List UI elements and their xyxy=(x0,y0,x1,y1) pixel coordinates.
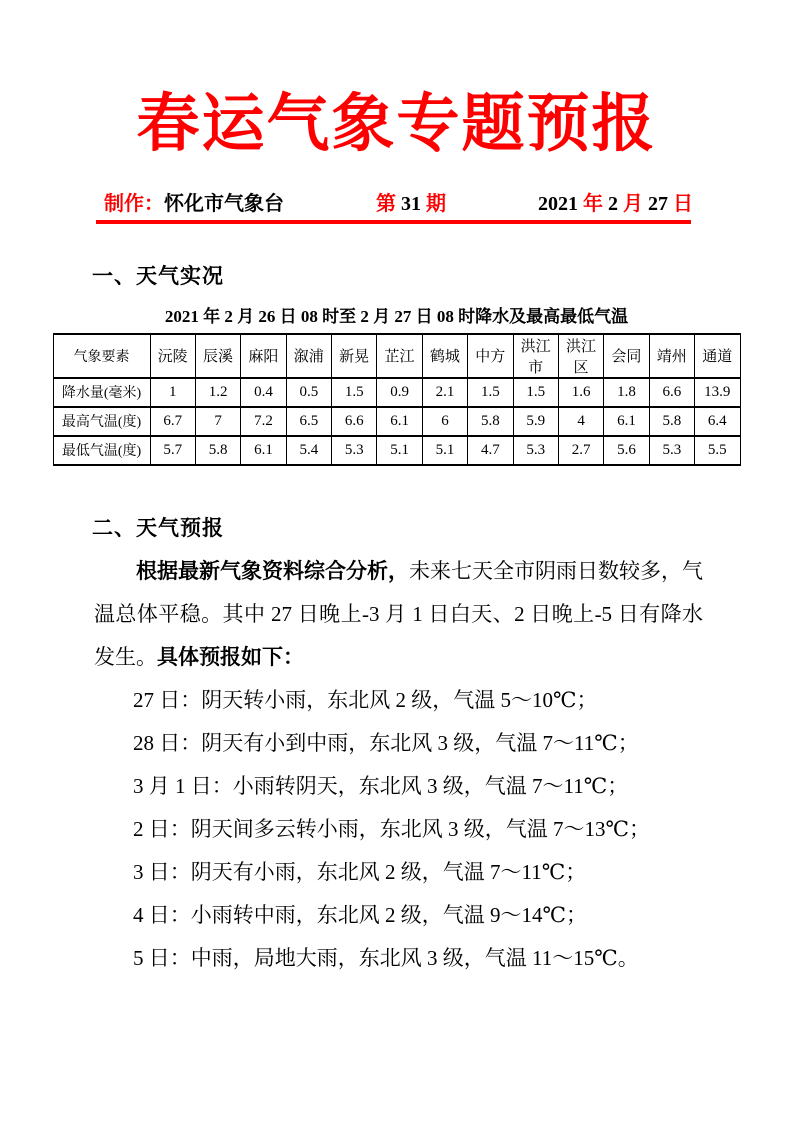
table-cell: 5.3 xyxy=(649,436,694,465)
producer-line xyxy=(104,187,284,216)
summary-body: 未来七天全市阴雨日数较多，气温总体平稳。其中 27 日晚上-3 月 1 日白天、2 日晚上-5 日有降水发生。 xyxy=(94,558,703,669)
issue-prefix: 第 xyxy=(376,192,401,215)
section1-heading: 一、天气实况 xyxy=(92,263,224,288)
table-column-header: 靖州 xyxy=(649,334,694,378)
table-row-label: 降水量(毫米) xyxy=(53,378,150,407)
table-column-header: 溆浦 xyxy=(286,334,331,378)
forecast-line: 5 日：中雨，局地大雨，东北风 3 级，气温 11～15℃。 xyxy=(133,945,639,970)
table-cell: 6.4 xyxy=(695,407,741,436)
table-cell: 1.5 xyxy=(332,378,377,407)
table-cell: 1.6 xyxy=(558,378,603,407)
table-cell: 13.9 xyxy=(695,378,741,407)
table-cell: 5.8 xyxy=(649,407,694,436)
table-cell: 6.6 xyxy=(649,378,694,407)
header-divider xyxy=(96,220,691,224)
table-cell: 5.3 xyxy=(513,436,558,465)
producer-label: 制作： xyxy=(104,192,164,215)
table-cell: 6.1 xyxy=(377,407,422,436)
section2-heading: 二、天气预报 xyxy=(92,515,224,540)
date-day-unit: 日 xyxy=(668,192,693,215)
table-column-header: 鹤城 xyxy=(422,334,467,378)
producer-value: 怀化市气象台 xyxy=(164,192,284,215)
table-cell: 5.8 xyxy=(468,407,513,436)
table-cell: 1 xyxy=(150,378,195,407)
table-cell: 5.3 xyxy=(332,436,377,465)
table-cell: 6.6 xyxy=(332,407,377,436)
table-cell: 5.7 xyxy=(150,436,195,465)
table-row xyxy=(53,436,740,465)
date-year: 2021 xyxy=(538,192,578,215)
issue-number-line xyxy=(376,187,446,216)
table-header-row xyxy=(53,334,740,378)
table-cell: 6 xyxy=(422,407,467,436)
table-column-header: 沅陵 xyxy=(150,334,195,378)
table-cell: 1.8 xyxy=(604,378,649,407)
weather-table xyxy=(53,333,741,466)
table-column-header: 洪江区 xyxy=(558,334,603,378)
forecast-line: 4 日：小雨转中雨，东北风 2 级，气温 9～14℃； xyxy=(133,902,587,927)
weather-table-title: 2021 年 2 月 26 日 08 时至 2 月 27 日 08 时降水及最高最低气温 xyxy=(164,306,629,326)
forecast-line: 3 日：阴天有小雨，东北风 2 级，气温 7～11℃； xyxy=(133,859,587,884)
summary-lead-bold: 根据最新气象资料综合分析， xyxy=(136,558,409,583)
table-column-header: 新晃 xyxy=(332,334,377,378)
summary-tail-bold: 具体预报如下： xyxy=(157,644,304,669)
table-column-header: 麻阳 xyxy=(241,334,286,378)
table-cell: 4 xyxy=(558,407,603,436)
table-column-header: 通道 xyxy=(695,334,741,378)
forecast-summary-paragraph xyxy=(94,550,703,679)
table-row xyxy=(53,407,740,436)
table-cell: 5.8 xyxy=(195,436,240,465)
forecast-line: 27 日：阴天转小雨，东北风 2 级，气温 5～10℃； xyxy=(133,687,598,712)
table-cell: 2.1 xyxy=(422,378,467,407)
masthead xyxy=(104,187,693,216)
table-cell: 6.1 xyxy=(241,436,286,465)
table-column-header: 洪江市 xyxy=(513,334,558,378)
forecast-line: 2 日：阴天间多云转小雨，东北风 3 级，气温 7～13℃； xyxy=(133,816,650,841)
issue-date-line xyxy=(538,187,693,216)
date-month-unit: 月 xyxy=(618,192,648,215)
table-cell: 4.7 xyxy=(468,436,513,465)
table-cell: 5.6 xyxy=(604,436,649,465)
issue-number: 31 xyxy=(401,192,421,215)
date-day: 27 xyxy=(648,192,668,215)
forecast-line: 3 月 1 日：小雨转阴天，东北风 3 级，气温 7～11℃； xyxy=(133,773,629,798)
table-cell: 0.5 xyxy=(286,378,331,407)
table-row xyxy=(53,378,740,407)
table-cell: 6.5 xyxy=(286,407,331,436)
table-cell: 0.9 xyxy=(377,378,422,407)
table-cell: 5.9 xyxy=(513,407,558,436)
date-year-unit: 年 xyxy=(578,192,608,215)
table-cell: 5.1 xyxy=(377,436,422,465)
table-column-header: 中方 xyxy=(468,334,513,378)
table-cell: 1.2 xyxy=(195,378,240,407)
table-cell: 7.2 xyxy=(241,407,286,436)
table-row-label: 最低气温(度) xyxy=(53,436,150,465)
date-month: 2 xyxy=(608,192,618,215)
table-corner-header: 气象要素 xyxy=(53,334,150,378)
forecast-line: 28 日：阴天有小到中雨，东北风 3 级，气温 7～11℃； xyxy=(133,730,639,755)
table-cell: 2.7 xyxy=(558,436,603,465)
page-title: 春运气象专题预报 xyxy=(136,89,657,159)
table-cell: 5.1 xyxy=(422,436,467,465)
table-column-header: 会同 xyxy=(604,334,649,378)
table-cell: 6.1 xyxy=(604,407,649,436)
table-column-header: 辰溪 xyxy=(195,334,240,378)
issue-suffix: 期 xyxy=(421,192,446,215)
table-column-header: 芷江 xyxy=(377,334,422,378)
table-row-label: 最高气温(度) xyxy=(53,407,150,436)
table-cell: 5.4 xyxy=(286,436,331,465)
forecast-list xyxy=(0,679,793,980)
table-cell: 1.5 xyxy=(513,378,558,407)
table-cell: 7 xyxy=(195,407,240,436)
table-cell: 0.4 xyxy=(241,378,286,407)
table-cell: 5.5 xyxy=(695,436,741,465)
table-cell: 1.5 xyxy=(468,378,513,407)
table-cell: 6.7 xyxy=(150,407,195,436)
